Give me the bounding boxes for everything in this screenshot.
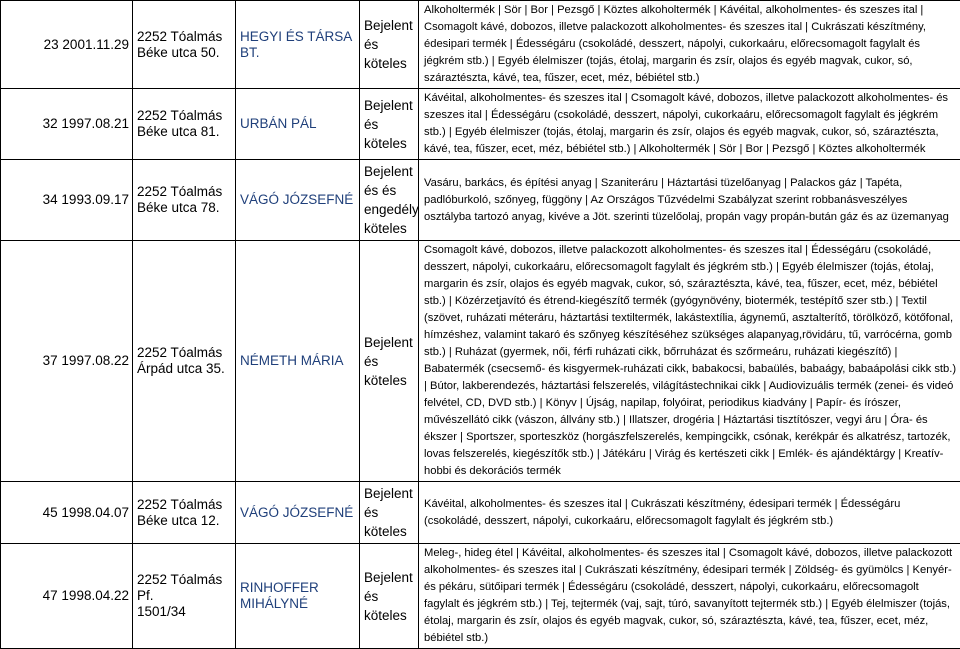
address-line: Béke utca 50. [137, 45, 231, 61]
address-line: 2252 Tóalmás [137, 29, 231, 45]
address-line: 2252 Tóalmás [137, 108, 231, 124]
product-list: Meleg-, hideg étel | Kávéital, alkoholmentes- és szeszes ital | Csomagolt kávé, dobozos, illetve palackozott alkoholmentes- és szeszes ital | Cukrászati készítmény, édesipari termék | Zöldség- és gyümölcs | Kenyér- és pékáru, sütőipari termék | Édességáru (csokoládé, desszert, nápolyi, cukorkaáru, előrecsomagolt fagylalt és jégkrém stb.) | Tej, tejtermék (vaj, sajt, túró, savanyított tejtermék stb.) | Egyéb élelmiszer (tojás, étolaj, margarin és zsír, olajos és egyéb magvak, cukor, só, száraztészta, kávé, tea, fűszer, ecet, méz, bébiétel stb.) [424, 547, 952, 644]
address-line: 1501/34 [137, 604, 231, 620]
registry-table-body [1, 1, 960, 649]
record-number: 47 [43, 588, 58, 603]
trader-name-cell [236, 89, 360, 160]
permit-status-line: Bejelent [364, 162, 414, 181]
trader-name-line: HEGYI ÉS TÁRSA BT. [240, 29, 355, 61]
record-number: 34 [43, 192, 58, 207]
record-number-date-cell [1, 482, 133, 544]
product-list: Kávéital, alkoholmentes- és szeszes ital | Cukrászati készítmény, édesipari termék | Édességáru (csokoládé, desszert, nápolyi, cukorkaáru, előrecsomagolt fagylalt és jégkrém stb.) [424, 498, 900, 527]
product-list-cell [419, 544, 960, 649]
trader-name-cell [236, 1, 360, 89]
permit-status-line: Bejelent [364, 333, 414, 352]
product-list-cell [419, 241, 960, 482]
address-line: 2252 Tóalmás [137, 497, 231, 513]
permit-status-line: és [364, 115, 414, 134]
record-number: 45 [43, 505, 58, 520]
table-row [1, 160, 960, 241]
permit-status-line: és és [364, 181, 414, 200]
permit-status-cell [360, 89, 419, 160]
registration-date: 1993.09.17 [61, 192, 129, 207]
registration-date: 1997.08.22 [61, 353, 129, 368]
table-row [1, 89, 960, 160]
permit-status-cell [360, 160, 419, 241]
record-number: 23 [44, 37, 59, 52]
trader-name-cell [236, 482, 360, 544]
trader-name-cell [236, 160, 360, 241]
address-cell [133, 1, 236, 89]
permit-status-line: köteles [364, 606, 414, 625]
table-row [1, 544, 960, 649]
permit-status-cell [360, 1, 419, 89]
permit-status-line: és [364, 503, 414, 522]
record-number-date-cell [1, 1, 133, 89]
permit-status-line: köteles [364, 219, 414, 238]
address-line: Béke utca 81. [137, 124, 231, 140]
registration-date: 2001.11.29 [62, 37, 129, 52]
product-list-cell [419, 160, 960, 241]
address-cell [133, 241, 236, 482]
trader-name-cell [236, 241, 360, 482]
product-list: Vasáru, barkács, és építési anyag | Szaniteráru | Háztartási tüzelőanyag | Palackos gáz | Tapéta, padlóburkoló, szőnyeg, függöny | Az Országos Tűzvédelmi Szabályzat szerint robbanásveszélyes osztályba tartozó anyag, kivéve a Jöt. szerinti tüzelőolaj, propán vagy propán-bután gáz és az üzemanyag [424, 177, 949, 223]
address-line: Béke utca 78. [137, 200, 231, 216]
address-cell [133, 482, 236, 544]
address-line: Árpád utca 35. [137, 361, 231, 377]
permit-status-cell [360, 482, 419, 544]
product-list-cell [419, 482, 960, 544]
address-line: Béke utca 12. [137, 513, 231, 529]
address-cell [133, 160, 236, 241]
registration-date: 1998.04.22 [61, 588, 129, 603]
product-list-cell [419, 89, 960, 160]
trader-name-line: MIHÁLYNÉ [240, 596, 355, 612]
permit-status-line: és [364, 587, 414, 606]
record-number: 37 [43, 353, 58, 368]
permit-status-cell [360, 544, 419, 649]
trader-name-line: VÁGÓ JÓZSEFNÉ [240, 192, 355, 208]
permit-status-line: Bejelent [364, 568, 414, 587]
registration-date: 1997.08.21 [61, 116, 129, 131]
permit-status-line: és [364, 352, 414, 371]
record-number-date-cell [1, 241, 133, 482]
trader-name-line: NÉMETH MÁRIA [240, 353, 355, 369]
permit-status-line: köteles [364, 54, 414, 73]
product-list: Kávéital, alkoholmentes- és szeszes ital | Csomagolt kávé, dobozos, illetve palackozott alkoholmentes- és szeszes ital | Édességáru (csokoládé, desszert, nápolyi, cukorkaáru, előrecsomagolt fagylalt és jégkrém stb.) | Egyéb élelmiszer (tojás, étolaj, margarin és zsír, olajos és egyéb magvak, cukor, só, száraztészta, kávé, tea, fűszer, ecet, méz, bébiétel stb.) | Alkoholtermék | Sör | Bor | Pezsgő | Köztes alkoholtermék [424, 92, 948, 155]
registration-date: 1998.04.07 [61, 505, 129, 520]
table-row [1, 482, 960, 544]
permit-status-line: Bejelent [364, 484, 414, 503]
address-cell [133, 544, 236, 649]
trader-name-line: VÁGÓ JÓZSEFNÉ [240, 505, 355, 521]
product-list: Alkoholtermék | Sör | Bor | Pezsgő | Köztes alkoholtermék | Kávéital, alkoholmentes- és szeszes ital | Csomagolt kávé, dobozos, illetve palackozott alkoholmentes- és szeszes ital | Cukrászati készítmény, édesipari termék | Édességáru (csokoládé, desszert, nápolyi, cukorkaáru, előrecsomagolt fagylalt és jégkrém stb.) | Egyéb élelmiszer (tojás, étolaj, margarin és zsír, olajos és egyéb magvak, cukor, só, száraztészta, kávé, tea, fűszer, ecet, méz, bébiétel stb.) [424, 4, 926, 84]
record-number: 32 [43, 116, 58, 131]
address-line: 2252 Tóalmás Pf. [137, 572, 231, 604]
permit-status-line: Bejelent [364, 16, 414, 35]
table-row [1, 241, 960, 482]
trader-name-line: RINHOFFER [240, 580, 355, 596]
permit-status-line: köteles [364, 371, 414, 390]
record-number-date-cell [1, 160, 133, 241]
permit-status-cell [360, 241, 419, 482]
address-cell [133, 89, 236, 160]
permit-status-line: és [364, 35, 414, 54]
trader-name-cell [236, 544, 360, 649]
permit-status-line: engedély [364, 200, 414, 219]
record-number-date-cell [1, 89, 133, 160]
trader-name-line: URBÁN PÁL [240, 116, 355, 132]
product-list-cell [419, 1, 960, 89]
address-line: 2252 Tóalmás [137, 184, 231, 200]
permit-status-line: köteles [364, 134, 414, 153]
permit-status-line: Bejelent [364, 96, 414, 115]
product-list: Csomagolt kávé, dobozos, illetve palackozott alkoholmentes- és szeszes ital | Édességáru (csokoládé, desszert, nápolyi, cukorkaáru, előrecsomagolt fagylalt és jégkrém stb.) | Egyéb élelmiszer (tojás, étolaj, margarin és zsír, olajos és egyéb magvak, cukor, só, száraztészta, kávé, tea, fűszer, ecet, méz, bébiétel stb.) | Közérzetjavító és étrend-kiegészítő termék (gyógynövény, biotermék, testépítő szer stb.) | Textil (szövet, ruházati méteráru, háztartási textiltermék, lakástextília, ágynemű, asztalterítő, törölköző, kötőfonal, hímzéshez, valamint takaró és szőnyeg készítéséhez szükséges alapanyag,rövidáru, tű, varrócérna, gomb stb.) | Ruházat (gyermek, női, férfi ruházati cikk, bőrruházat és szőrmeáru, ruházati kiegészítő) | Babatermék (csecsemő- és kisgyermek-ruházati cikk, babakocsi, babaülés, babaágy, babaápolási cikk stb.) | Bútor, lakberendezés, háztartási felszerelés, világítástechnikai cikk | Audiovizuális termék (zenei- és videó felvétel, CD, DVD stb.) | Könyv | Újság, napilap, folyóirat, periodikus kiadvány | Papír- és írószer, művészellátó cikk (vászon, állvány stb.) | Illatszer, drogéria | Háztartási tisztítószer, vegyi áru | Óra- és ékszer | Sportszer, sporteszköz (horgászfelszerelés, kempingcikk, csónak, kerékpár és alkatrész, tartozék, lovas felszerelés, kiegészítők stb.) | Játékáru | Virág és kertészeti cikk | Emlék- és ajándéktárgy | Kreatív-hobbi és dekorációs termék [424, 244, 956, 477]
address-line: 2252 Tóalmás [137, 345, 231, 361]
table-row [1, 1, 960, 89]
record-number-date-cell [1, 544, 133, 649]
permit-status-line: köteles [364, 522, 414, 541]
